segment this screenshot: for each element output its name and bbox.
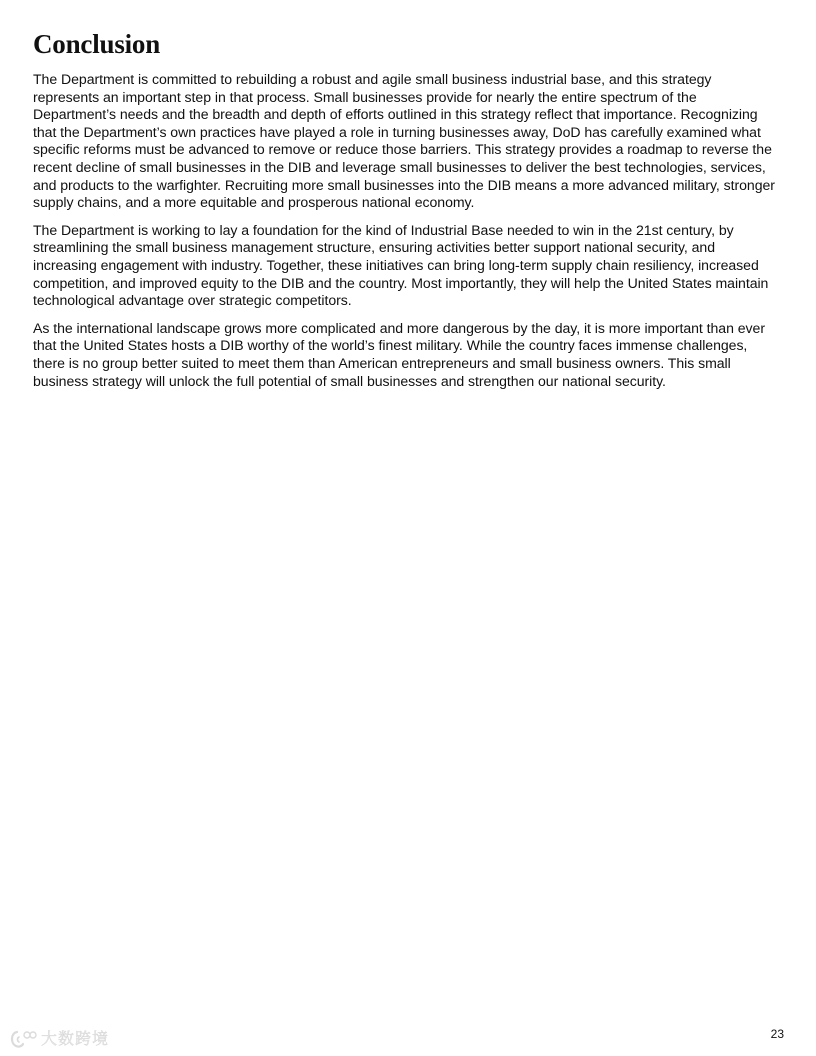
- paragraph: The Department is committed to rebuilding a robust and agile small business industrial base, and this strategy represents an important step in that process. Small businesses provide for nearly the entire spectrum of the Department’s needs and the breadth and depth of efforts outlined in this strategy reflect that importance. Recognizing that the Department’s own practices have played a role in turning businesses away, DoD has carefully examined what specific reforms must be advanced to remove or reduce those barriers. This strategy provides a roadmap to reverse the recent decline of small businesses in the DIB and leverage small businesses to deliver the best technologies, services, and products to the warfighter. Recruiting more small businesses into the DIB means a more advanced military, stronger supply chains, and a more equitable and prosperous national economy.: [33, 71, 775, 211]
- watermark: [8, 1028, 109, 1050]
- watermark-logo-icon: [8, 1028, 38, 1050]
- paragraph: The Department is working to lay a foundation for the kind of Industrial Base needed to win in the 21st century, by streamlining the small business management structure, ensuring activities better support national security, and increasing engagement with industry. Together, these initiatives can bring long-term supply chain resiliency, increased competition, and improved equity to the DIB and the country. Most importantly, they will help the United States maintain technological advantage over strategic competitors.: [33, 221, 769, 309]
- section-heading: Conclusion: [33, 29, 161, 59]
- body-text: [33, 71, 778, 400]
- paragraph: As the international landscape grows more complicated and more dangerous by the day, it is more important than ever that the United States hosts a DIB worthy of the world’s finest military. While the country faces immense challenges, there is no group better suited to meet them than American entrepreneurs and small business owners. This small business strategy will unlock the full potential of small businesses and strengthen our national security.: [33, 319, 765, 389]
- watermark-text: 大数跨境: [41, 1029, 110, 1048]
- page-number: 23: [770, 1027, 784, 1041]
